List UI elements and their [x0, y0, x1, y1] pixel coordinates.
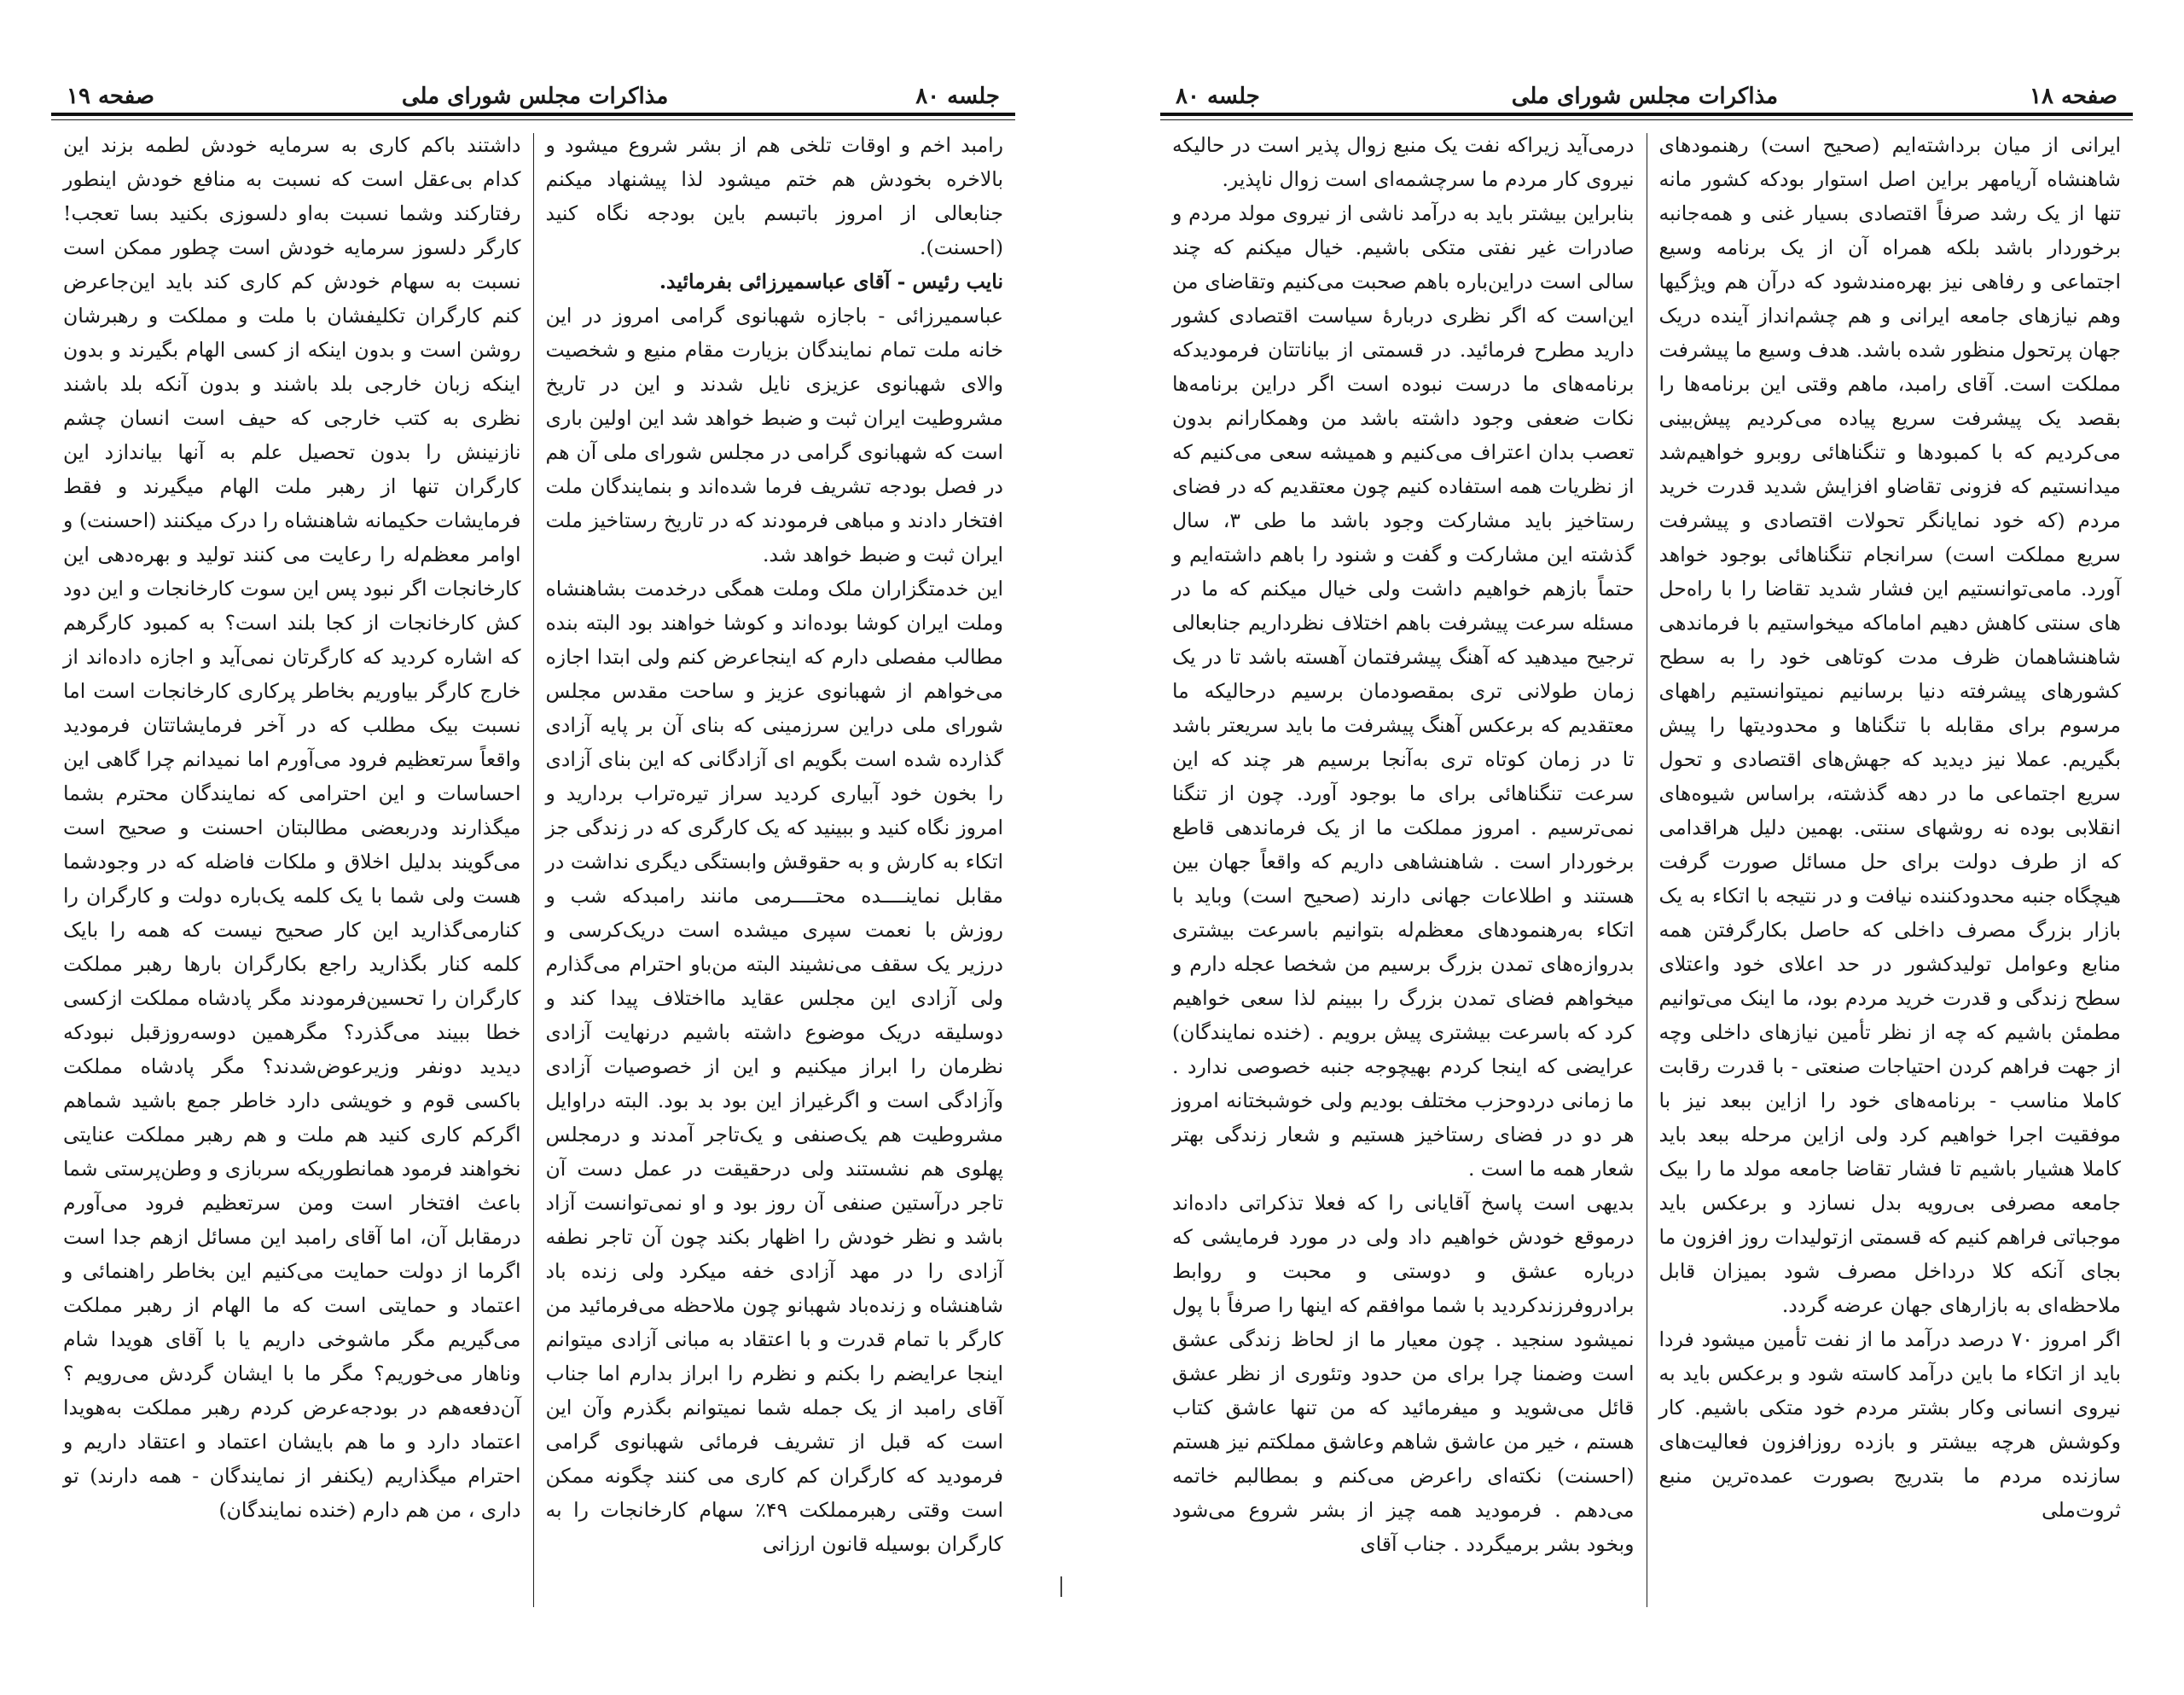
left-page-header: [51, 75, 1015, 109]
paragraph: این خدمتگزاران ملک وملت همگی درخدمت بشاهنشاه وملت ایران کوشا بوده‌اند و کوشا خواهند بود البته بنده مطالب مفصلی دارم که اینجاعرض کنم ولی ابتدا اجازه می‌خواهم از شهبانوی عزیز و ساحت مقدس مجلس شورای ملی دراین سرزمینی که بنای آن بر پایه آزادی گذارده شده است بگویم ای آزادگانی که این بنای آزادی را بخون خود آبیاری کردید سراز تیره‌تراب بردارید و امروز نگاه کنید و ببینید که یک کارگری که در زندگی جز اتکاء به کارش و به حقوقش وابستگی دیگری نداشت در مقابل نماینــــده محتــــرمی مانند رامبدکه شب و روزش با نعمت سپری میشده است دریک‌کرسی و درزیر یک سقف می‌نشیند البته من‌باو احترام می‌گذارم ولی آزادی این مجلس عقاید مااختلاف پیدا کند و دوسلیقه دریک موضوع داشته باشیم درنهایت آزادی نظرمان را ابراز میکنیم و این از خصوصیات آزادی وآزادگی است و اگرغیراز این بود بد بود. البته دراوایل مشروطیت هم یک‌صنفی و یک‌تاجر آمدند و درمجلس پهلوی هم نشستند ولی درحقیقت در عمل دست آن تاجر درآستین صنفی آن روز بود و او نمی‌توانست آزاد باشد و نظر خودش را اظهار بکند چون آن تاجر نطفه آزادی را در مهد آزادی خفه میکرد ولی زنده باد شاهنشاه و زنده‌باد شهبانو چون ملاحظه می‌فرمائید من کارگر با تمام قدرت و با اعتقاد به مبانی آزادی میتوانم اینجا عرایضم را بکنم و نظرم را ابراز بدارم اما جناب آقای رامبد از یک جمله شما نمیتوانم بگذرم وآن این است که قبل از تشریف فرمائی شهبانوی گرامی فرمودید که کارگران کم کاری می کنند چگونه ممکن است وقتی رهبرمملکت ۴۹٪ سهام کارخانجات را به کارگران بوسیله قانون ارزانی: [545, 577, 1003, 1556]
right-page-column-right: [1647, 128, 2134, 1612]
right-page-columns: [1160, 128, 2133, 1612]
paragraph: رامبد اخم و اوقات تلخی هم از بشر شروع میشود و بالاخره بخودش هم ختم میشود لذا پیشنهاد میکنم جنابعالی از امروز باتبسم باین بودجه نگاه کنید (احسنت).: [545, 133, 1003, 259]
paragraph: ایرانی از میان برداشته‌ایم (صحیح است) رهنمودهای شاهنشاه آریامهر براین اصل استوار بودکه کشور مانه تنها از یک رشد صرفاً اقتصادی بسیار غنی و همه‌جانبه برخوردار باشد بلکه همراه آن از یک برنامه وسیع اجتماعی و رفاهی نیز بهره‌مندشود که درآن هم ویژگیها وهم نیازهای جامعه ایرانی و هم چشم‌انداز آینده دریک جهان پرتحول منظور شده باشد. هدف وسیع ما پیشرفت مملکت است. آقای رامبد، ماهم وقتی این برنامه‌ها را بقصد یک پیشرفت سریع پیاده می‌کردیم پیش‌بینی می‌کردیم که با کمبودها و تنگناهائی روبرو خواهیم‌شد میدانستیم که فزونی تقاضاو افزایش شدید قدرت خرید مردم (که خود نمایانگر تحولات اقتصادی و پیشرفت سریع مملکت است) سرانجام تنگناهائی بوجود خواهد آورد. مامی‌توانستیم این فشار شدید تقاضا را با راه‌حل های سنتی کاهش دهیم اماماکه میخواستیم با فرماندهی شاهنشاهمان ظرف مدت کوتاهی خود را به سطح کشورهای پیشرفته دنیا برسانیم نمیتوانستیم راههای مرسوم برای مقابله با تنگناها و محدودیتها را پیش بگیریم. عملا نیز دیدید که جهش‌های اقتصادی و تحول سریع اجتماعی ما در دهه گذشته، براساس شیوه‌های انقلابی بوده نه روشهای سنتی. بهمین دلیل هراقدامی که از طرف دولت برای حل مسائل صورت گرفت هیچگاه جنبه محدودکننده نیافت و در نتیجه با اتکاء به یک بازار بزرگ مصرف داخلی که حاصل بکارگرفتن همه منابع وعوامل تولیدکشور در حد اعلای خود واعتلای سطح زندگی و قدرت خرید مردم بود، ما اینک می‌توانیم مطمئن باشیم که چه از نظر تأمین نیازهای داخلی وچه از جهت فراهم کردن احتیاجات صنعتی - با قدرت رقابت کاملا مناسب - برنامه‌های خود را ازاین ببعد نیز با موفقیت اجرا خواهیم کرد ولی ازاین مرحله ببعد باید کاملا هشیار باشیم تا فشار تقاضا جامعه مولد ما را بیک جامعه مصرفی بی‌رویه بدل نسازد و برعکس باید موجباتی فراهم کنیم که قسمتی ازتولیدات روز افزون ما بجای آنکه کلا درداخل مصرف شود بمیزان قابل ملاحظه‌ای به بازارهای جهان عرضه گردد.: [1658, 133, 2121, 1317]
right-header-session: جلسه ۸۰: [1176, 84, 1260, 109]
column-divider: [533, 133, 534, 1607]
right-page-header: [1160, 75, 2133, 109]
header-rule: [1160, 113, 2133, 116]
left-page-columns: [51, 128, 1015, 1612]
header-rule-thin: [1160, 119, 2133, 120]
left-header-session: جلسه ۸۰: [915, 84, 1000, 109]
paragraph: نایب رئیس - آقای عباسمیرزائی بفرمائید.: [659, 270, 1003, 293]
paragraph: اگر امروز ۷۰ درصد درآمد ما از نفت تأمین میشود فردا باید از اتکاء ما باین درآمد کاسته شود و برعکس باید به نیروی انسانی وکار بشتر مردم خود متکی باشیم. کار وکوشش هرچه بیشتر و بازده روزافزون فعالیت‌های سازنده مردم ما بتدریج بصورت عمده‌ترین منبع ثروت‌ملی: [1658, 1327, 2122, 1522]
right-header-title: مذاکرات مجلس شورای ملی: [1511, 84, 1779, 109]
left-header-page-number: صفحه ۱۹: [67, 84, 154, 109]
header-rule: [51, 113, 1015, 116]
right-header-page-number: صفحه ۱۸: [2030, 84, 2117, 109]
left-page: [51, 0, 1015, 1695]
left-header-title: مذاکرات مجلس شورای ملی: [401, 84, 669, 109]
paragraph: بدیهی است پاسخ آقایانی را که فعلا تذکراتی داده‌اند درموقع خودش خواهیم داد ولی در مورد فرمایشی که درباره عشق و دوستی و محبت و روابط برادروفرزندکردید با شما موافقم که اینها را صرفاً با پول نمیشود سنجید . چون معیار ما از لحاظ زندگی عشق است وضمنا چرا برای من حدود وتئوری از نظر عشق قائل می‌شوید و میفرمائید که من تنها عاشق کتاب هستم ، خیر من عاشق شاهم وعاشق مملکتم نیز هستم (احسنت) نکته‌ای راعرض می‌کنم و بمطالبم خاتمه می‌دهم . فرمودید همه چیز از بشر شروع می‌شود وبخود بشر برمیگردد . جناب آقای: [1172, 1191, 1635, 1556]
right-page-column-left: [1160, 128, 1647, 1612]
right-page: [1160, 0, 2133, 1695]
paragraph: عباسمیرزائی - باجازه شهبانوی گرامی امروز در این خانه ملت تمام نمایندگان بزیارت مقام منیع و شخصیت والای شهبانوی عزیزی نایل شدند و این در تاریخ مشروطیت ایران ثبت و ضبط خواهد شد این اولین باری است که شهبانوی گرامی در مجلس شورای ملی آن هم در فصل بودجه تشریف فرما شده‌اند و بنمایندگان ملت افتخار دادند و مباهی فرمودند که در تاریخ رستاخیز ملت ایران ثبت و ضبط خواهد شد.: [545, 304, 1003, 566]
paragraph: درمی‌آید زیراکه نفت یک منبع زوال پذیر است در حالیکه نیروی کار مردم ما سرچشمه‌ای است زوال ناپذیر.: [1172, 133, 1635, 191]
gutter-mark: [1060, 1576, 1062, 1597]
header-rule-thin: [51, 119, 1015, 120]
left-page-column-right: [534, 128, 1016, 1612]
paragraph: بنابراین بیشتر باید به درآمد ناشی از نیروی مولد مردم و صادرات غیر نفتی متکی باشیم. خیال میکنم که چند سالی است دراین‌باره باهم صحبت می‌کنیم وتقاضای من این‌است که اگر نظری دربارهٔ سیاست اقتصادی کشور دارید مطرح فرمائید. در قسمتی از بیاناتتان فرمودیدکه برنامه‌های ما درست نبوده است اگر دراین برنامه‌ها نکات ضعفی وجود داشته باشد من وهمکارانم بدون تعصب بدان اعتراف می‌کنیم و همیشه سعی می‌کنیم که از نظریات همه استفاده کنیم چون معتقدیم که در فضای رستاخیز باید مشارکت وجود باشد ما طی ۳، سال گذشته این مشارکت و گفت و شنود را باهم داشته‌ایم و حتماً بازهم خواهیم داشت ولی خیال میکنم که ما در مسئله سرعت پیشرفت باهم اختلاف نظرداریم جنابعالی ترجیح میدهید که آهنگ پیشرفتمان آهسته باشد تا در یک زمان طولانی تری بمقصودمان برسیم درحالیکه ما معتقدیم که برعکس آهنگ پیشرفت ما باید سریعتر باشد تا در زمان کوتاه تری به‌آنجا برسیم هر چند که این سرعت تنگناهائی برای ما بوجود آورد. چون از تنگنا نمی‌ترسیم . امروز مملکت ما از یک فرماندهی قاطع برخوردار است . شاهنشاهی داریم که واقعاً جهان بین هستند و اطلاعات جهانی دارند (صحیح است) وباید با اتکاء به‌رهنمودهای معظم‌له بتوانیم باسرعت بیشتری بدروازه‌های تمدن بزرگ برسیم من شخصا عجله دارم و میخواهم فضای تمدن بزرگ را ببینم لذا سعی خواهیم کرد که باسرعت بیشتری پیش برویم . (خنده نمایندگان) عرایضی که اینجا کردم بهیچوجه جنبه خصوصی ندارد . ما زمانی دردوحزب مختلف بودیم ولی خوشبختانه امروز هر دو در فضای رستاخیز هستیم و شعار زندگی بهتر شعار همه ما است .: [1172, 201, 1635, 1181]
left-page-column-left: [51, 128, 533, 1612]
paragraph: داشتند باکم کاری به سرمایه خودش لطمه بزند این کدام بی‌عقل است که نسبت به منافع خودش اینطور رفتارکند وشما نسبت به‌او دلسوزی بکنید بسا تعجب! کارگر دلسوز سرمایه خودش است چطور ممکن است نسبت به سهام خودش کم کاری کند باید این‌جاعرض کنم کارگران تکلیفشان با ملت و مملکت و رهبرشان روشن است و بدون اینکه از کسی الهام بگیرند و بدون اینکه زبان خارجی بلد باشند و بدون آنکه بلد باشند نظری به کتب خارجی که حیف است انسان چشم نازنینش را بدون تحصیل علم به آنها بیاندازد این کارگران تنها از رهبر ملت الهام میگیرند و فقط فرمایشات حکیمانه شاهنشاه را درک میکنند (احسنت) و اوامر معظم‌له را رعایت می کنند تولید و بهره‌دهی این کارخانجات اگر نبود پس این سوت کارخانجات و این دود کش کارخانجات از کجا بلند است؟ به کمبود کارگرهم که اشاره کردید که کارگرتان نمی‌آید و اجازه داده‌اند از خارج کارگر بیاوریم بخاطر پرکاری کارخانجات است اما نسبت بیک مطلب که در آخر فرمایشاتتان فرمودید واقعاً سرتعظیم فرود می‌آورم اما نمیدانم چرا گاهی این احساسات و این احترامی که نمایندگان محترم بشما میگذارند ودربعضی مطالبتان احسنت و صحیح است می‌گویند بدلیل اخلاق و ملکات فاضله که در وجودشما هست ولی شما با یک کلمه یک‌باره دولت و کارگران را کنارمی‌گذارید این کار صحیح نیست که همه را بایک کلمه کنار بگذارید راجع بکارگران بارها رهبر مملکت کارگران را تحسین‌فرمودند مگر پادشاه مملکت ازکسی خطا ببیند می‌گذرد؟ مگرهمین دوسه‌روزقبل نبودکه دیدید دونفر وزیرعوض‌شدند؟ مگر پادشاه مملکت باکسی قوم و خویشی دارد خاطر جمع باشید شماهم اگرکم کاری کنید هم ملت و هم رهبر مملکت عنایتی نخواهند فرمود همانطوریکه سربازی و وطن‌پرستی شما باعث افتخار است ومن سرتعظیم فرود می‌آورم درمقابل آن، اما آقای رامبد این مسائل ازهم جدا است اگرما از دولت حمایت می‌کنیم این بخاطر راهنمائی و اعتماد و حمایتی است که ما الهام از رهبر مملکت می‌گیریم مگر ماشوخی داریم یا با آقای هویدا شام وناهار می‌خوریم؟ مگر ما با ایشان گردش می‌رویم ؟ آن‌دفعه‌هم در بودجه‌عرض کردم رهبر مملکت به‌هویدا اعتماد دارد و ما هم بایشان اعتماد و اعتقاد داریم و احترام میگذاریم (یکنفر از نمایندگان - همه دارند) تو داری ، من هم دارم (خنده نمایندگان): [63, 133, 521, 1522]
